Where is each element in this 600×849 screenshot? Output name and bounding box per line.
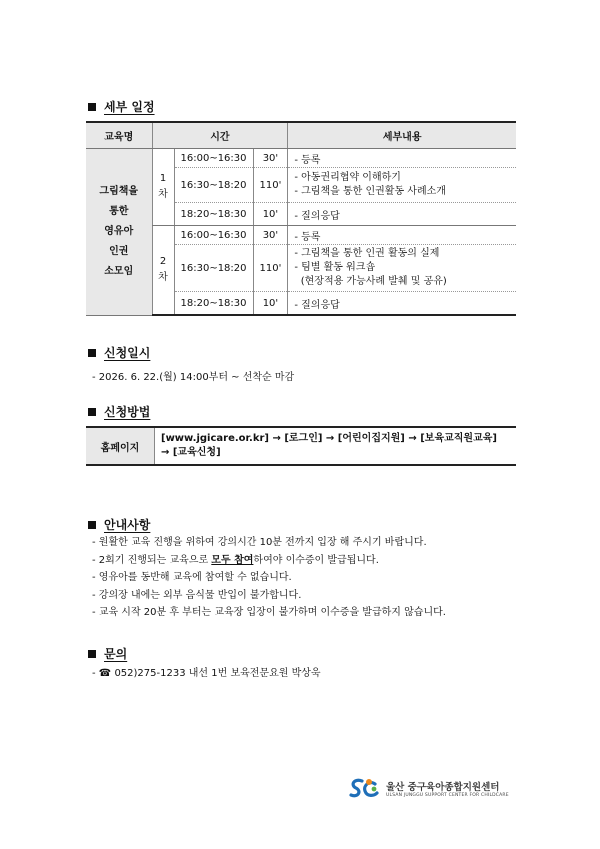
contact-dash: -: [92, 668, 99, 679]
logo-text: [386, 779, 509, 798]
program-name-line: 인권: [109, 245, 129, 257]
notice-item: - 원활한 교육 진행을 위하여 강의시간 10분 전까지 입장 해 주시기 바랍니다.: [92, 537, 427, 548]
section-title: 안내사항: [104, 518, 151, 532]
content-cell: - 등록: [288, 226, 516, 245]
section-heading-schedule: [88, 98, 155, 115]
duration-cell: 110': [253, 245, 288, 292]
section-title: 신청일시: [104, 346, 151, 360]
table-row: [86, 427, 516, 465]
header-cell: 시간: [152, 122, 288, 149]
content-cell: [288, 168, 516, 203]
notice-list: [92, 534, 446, 622]
program-name-line: 영유아: [104, 225, 134, 237]
content-line: - 그림책을 통한 인권 활동의 실제: [294, 248, 440, 259]
section-title: 세부 일정: [104, 100, 155, 114]
program-name-cell: [86, 149, 152, 316]
content-line: - 팀별 활동 워크숍: [294, 262, 376, 273]
session-suffix: 차: [158, 272, 168, 283]
method-steps: [155, 427, 517, 465]
session-number: 1: [159, 173, 167, 184]
section-heading-apply-method: [88, 403, 150, 420]
table-row: [86, 149, 516, 168]
content-cell: [288, 245, 516, 292]
notice-item: [92, 552, 446, 570]
section-heading-contact: [88, 645, 127, 662]
duration-cell: 110': [253, 168, 288, 203]
session-number: 2: [159, 256, 167, 267]
program-name-line: 통한: [109, 205, 129, 217]
session-suffix: 차: [158, 189, 168, 200]
square-bullet-icon: [88, 408, 96, 416]
phone-icon: ☎: [98, 668, 112, 679]
section-title: 신청방법: [104, 405, 151, 419]
section-heading-notice: [88, 516, 150, 533]
program-name-line: 그림책을: [99, 185, 139, 197]
contact-line: [92, 664, 321, 679]
notice-emphasis: 모두 참여: [211, 554, 254, 566]
org-name: 울산 중구육아종합지원센터: [386, 781, 500, 793]
header-cell: 교육명: [86, 122, 152, 149]
time-cell: 16:00~16:30: [174, 226, 253, 245]
org-name-en: ULSAN JUNGGU SUPPORT CENTER FOR CHILDCARE: [386, 792, 509, 798]
program-name-line: 소모임: [104, 265, 134, 277]
header-cell: 세부내용: [288, 122, 516, 149]
duration-cell: 30': [253, 149, 288, 168]
session-number-cell: [152, 149, 174, 226]
content-cell: - 질의응답: [288, 292, 516, 316]
table-header-row: [86, 122, 516, 149]
content-line: - 아동권리협약 이해하기: [294, 172, 401, 183]
session-number-cell: [152, 226, 174, 316]
notice-item: - 강의장 내에는 외부 음식물 반입이 불가합니다.: [92, 589, 302, 601]
content-line: (현장적용 가능사례 발췌 및 공유): [294, 276, 447, 287]
content-cell: - 등록: [288, 149, 516, 168]
section-heading-apply-date: [88, 344, 150, 361]
apply-date-text: - 2026. 6. 22.(월) 14:00부터 ~ 선착순 마감: [92, 372, 295, 383]
content-line: - 그림책을 통한 인권활동 사례소개: [294, 186, 446, 197]
square-bullet-icon: [88, 521, 96, 529]
square-bullet-icon: [88, 349, 96, 357]
square-bullet-icon: [88, 650, 96, 658]
footer-logo: [348, 776, 509, 800]
content-cell: - 질의응답: [288, 203, 516, 226]
method-step-line: → [교육신청]: [161, 447, 221, 458]
contact-text: 052)275-1233 내선 1번 보육전문요원 박상욱: [111, 668, 321, 679]
duration-cell: 10': [253, 203, 288, 226]
time-cell: 18:20~18:30: [174, 203, 253, 226]
method-step-line: [www.jgicare.or.kr] → [로그인] → [어린이집지원] → [보육교직원교육]: [161, 433, 497, 444]
apply-method-table: [86, 426, 516, 466]
square-bullet-icon: [88, 103, 96, 111]
notice-item: - 교육 시작 20분 후 부터는 교육장 입장이 불가하며 이수증을 발급하지 않습니다.: [92, 607, 446, 619]
notice-text: 하여야 이수증이 발급됩니다.: [253, 554, 379, 566]
time-cell: 16:30~18:20: [174, 245, 253, 292]
sc-logo-icon: [348, 776, 382, 800]
method-label: 홈페이지: [86, 427, 155, 465]
time-cell: 16:30~18:20: [174, 168, 253, 203]
notice-item: - 영유아를 동반해 교육에 참여할 수 없습니다.: [92, 572, 292, 584]
time-cell: 16:00~16:30: [174, 149, 253, 168]
duration-cell: 10': [253, 292, 288, 316]
schedule-table: [86, 121, 516, 316]
time-cell: 18:20~18:30: [174, 292, 253, 316]
section-title: 문의: [104, 647, 128, 661]
duration-cell: 30': [253, 226, 288, 245]
notice-text: - 2회기 진행되는 교육으로: [92, 554, 212, 566]
